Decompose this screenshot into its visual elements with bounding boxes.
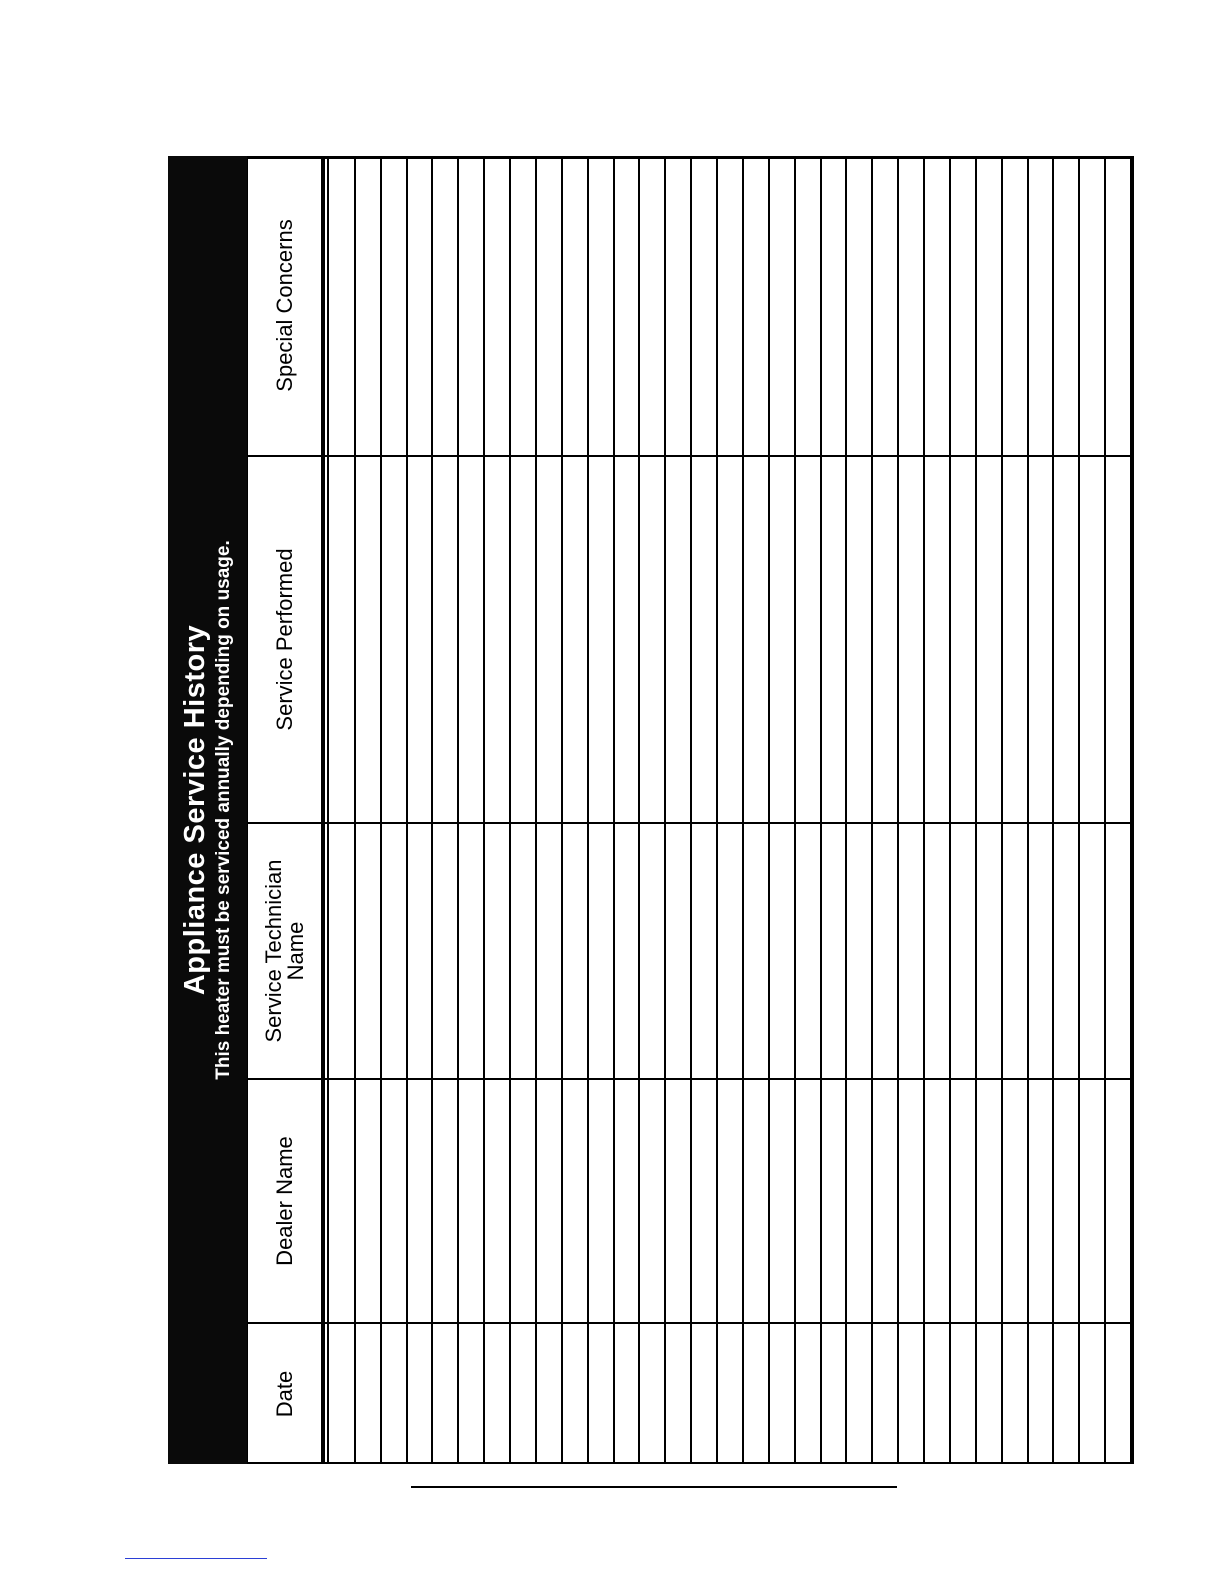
- column-header-date: Date: [271, 1370, 297, 1418]
- table-row: [484, 159, 510, 1464]
- link-underline: [125, 1558, 267, 1559]
- table-row: [846, 159, 872, 1464]
- table-row: [1079, 159, 1105, 1464]
- footer-rule: [411, 1486, 897, 1488]
- column-header-special-concerns: Special Concerns: [271, 219, 297, 392]
- service-history-table: [247, 156, 1134, 1464]
- table-row: [355, 159, 381, 1464]
- table-row: [976, 159, 1002, 1464]
- header-rule: [321, 159, 325, 1464]
- table-row: [743, 159, 769, 1464]
- table-row: [1028, 159, 1054, 1464]
- form-subtitle: This heater must be serviced annually depending on usage.: [213, 540, 234, 1080]
- table-row: [458, 159, 484, 1464]
- table-row: [665, 159, 691, 1464]
- title-band: [168, 156, 247, 1464]
- table-row: [329, 159, 355, 1464]
- table-row: [795, 159, 821, 1464]
- table-row: [381, 159, 407, 1464]
- table-row: [614, 159, 640, 1464]
- table-row: [717, 159, 743, 1464]
- column-header-technician-name: Service Technician Name: [260, 859, 308, 1043]
- table-row: [1053, 159, 1079, 1464]
- table-row: [588, 159, 614, 1464]
- table-row: [1105, 159, 1131, 1464]
- table-row: [898, 159, 924, 1464]
- table-row: [1002, 159, 1028, 1464]
- table-row: [769, 159, 795, 1464]
- column-header-service-performed: Service Performed: [271, 548, 297, 731]
- table-row: [536, 159, 562, 1464]
- service-history-form: [168, 156, 1134, 1464]
- table-row: [639, 159, 665, 1464]
- table-row: [950, 159, 976, 1464]
- table-row: [432, 159, 458, 1464]
- form-title: Appliance Service History: [179, 624, 211, 996]
- table-row: [510, 159, 536, 1464]
- table-row: [924, 159, 950, 1464]
- column-header-dealer-name: Dealer Name: [271, 1136, 297, 1266]
- table-row: [872, 159, 898, 1464]
- table-row: [821, 159, 847, 1464]
- table-row: [562, 159, 588, 1464]
- table-row: [407, 159, 433, 1464]
- table-row: [691, 159, 717, 1464]
